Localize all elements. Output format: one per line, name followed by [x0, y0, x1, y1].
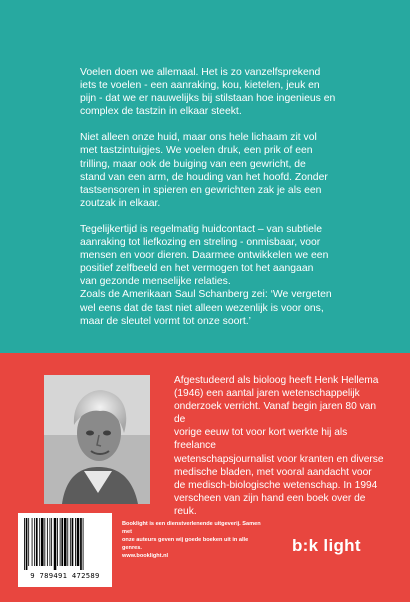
back-cover-blurb — [80, 66, 348, 341]
blurb-paragraph-2: Niet alleen onze huid, maar ons hele lichaam zit vol met tastzintuigjes. We voelen druk, een prik of een trilling, maar ook de buiging van een gewricht, de stand van een arm, de houding van het hoofd. Zonder tastsensoren in spieren en gewrichten zak je als een zoutzak in elkaar. — [80, 132, 328, 209]
barcode-icon — [24, 518, 106, 570]
author-bio: Afgestudeerd als bioloog heeft Henk Hellema (1946) een aantal jaren wetenschappelijk onderzoek verricht. Vanaf begin jaren 80 van de vorige eeuw tot voor kort werkte hij als freelance wetenschapsjournalist voor kranten en diverse medische bladen, met vooral aandacht voor de medisch-biologische wetenschap. In 1994 verscheen van zijn hand een boek over de reuk. — [174, 375, 384, 517]
barcode-bar — [60, 518, 61, 566]
barcode-bar — [61, 518, 63, 566]
barcode-bar — [70, 518, 71, 566]
barcode-bar — [34, 518, 35, 566]
barcode-bar — [67, 518, 68, 566]
barcode-bar — [50, 518, 51, 566]
publisher-logo: b:k light — [292, 536, 361, 555]
barcode-bar — [64, 518, 67, 566]
barcode-bar — [83, 518, 84, 570]
barcode-bar — [75, 518, 76, 566]
barcode-bar — [54, 518, 57, 570]
barcode-bar — [36, 518, 38, 566]
barcode-bar — [80, 518, 82, 570]
blurb-paragraph-4: Zoals de Amerikaan Saul Schanberg zei: ‘We vergeten wel eens dat de tast niet alleen wezenlijk is voor ons, maar de sleutel vormt tot onze soort.’ — [80, 289, 332, 327]
isbn-number: 9 789491 472589 — [30, 571, 100, 580]
barcode-bar — [28, 518, 29, 566]
barcode-bar — [32, 518, 33, 566]
blurb-paragraph-3: Tegelijkertijd is regelmatig huidcontact – van subtiele aanraking tot liefkozing en streling - onmisbaar, voor mensen en voor dieren. Daarmee ontwikkelen we een positief zelfbeeld en het vermogen tot het aangaan van gezonde menselijke relaties. — [80, 223, 329, 288]
barcode-bar — [44, 518, 45, 566]
barcode-bar — [47, 518, 48, 566]
barcode-bar — [41, 518, 44, 566]
barcode-bar — [72, 518, 74, 566]
barcode-bar — [57, 518, 58, 566]
barcode-bar — [26, 518, 28, 570]
blurb-paragraph-1: Voelen doen we allemaal. Het is zo vanzelfsprekend iets te voelen - een aanraking, kou, kietelen, jeuk en pijn - dat we er nauwelijks bij stilstaan hoe ingenieus en complex de tastzin in elkaar steekt. — [80, 67, 336, 118]
barcode-bar — [39, 518, 40, 566]
publisher-info: Booklight is een dienstverlenende uitgeverij. Samen met onze auteurs geven wij goede boeken uit in alle genres. www.booklight.nl — [122, 521, 261, 559]
barcode-bar — [51, 518, 52, 566]
author-photo — [44, 375, 150, 504]
barcode-bar — [77, 518, 80, 566]
barcode-bar — [24, 518, 25, 570]
author-portrait-icon — [44, 375, 150, 504]
isbn-barcode — [18, 513, 112, 587]
